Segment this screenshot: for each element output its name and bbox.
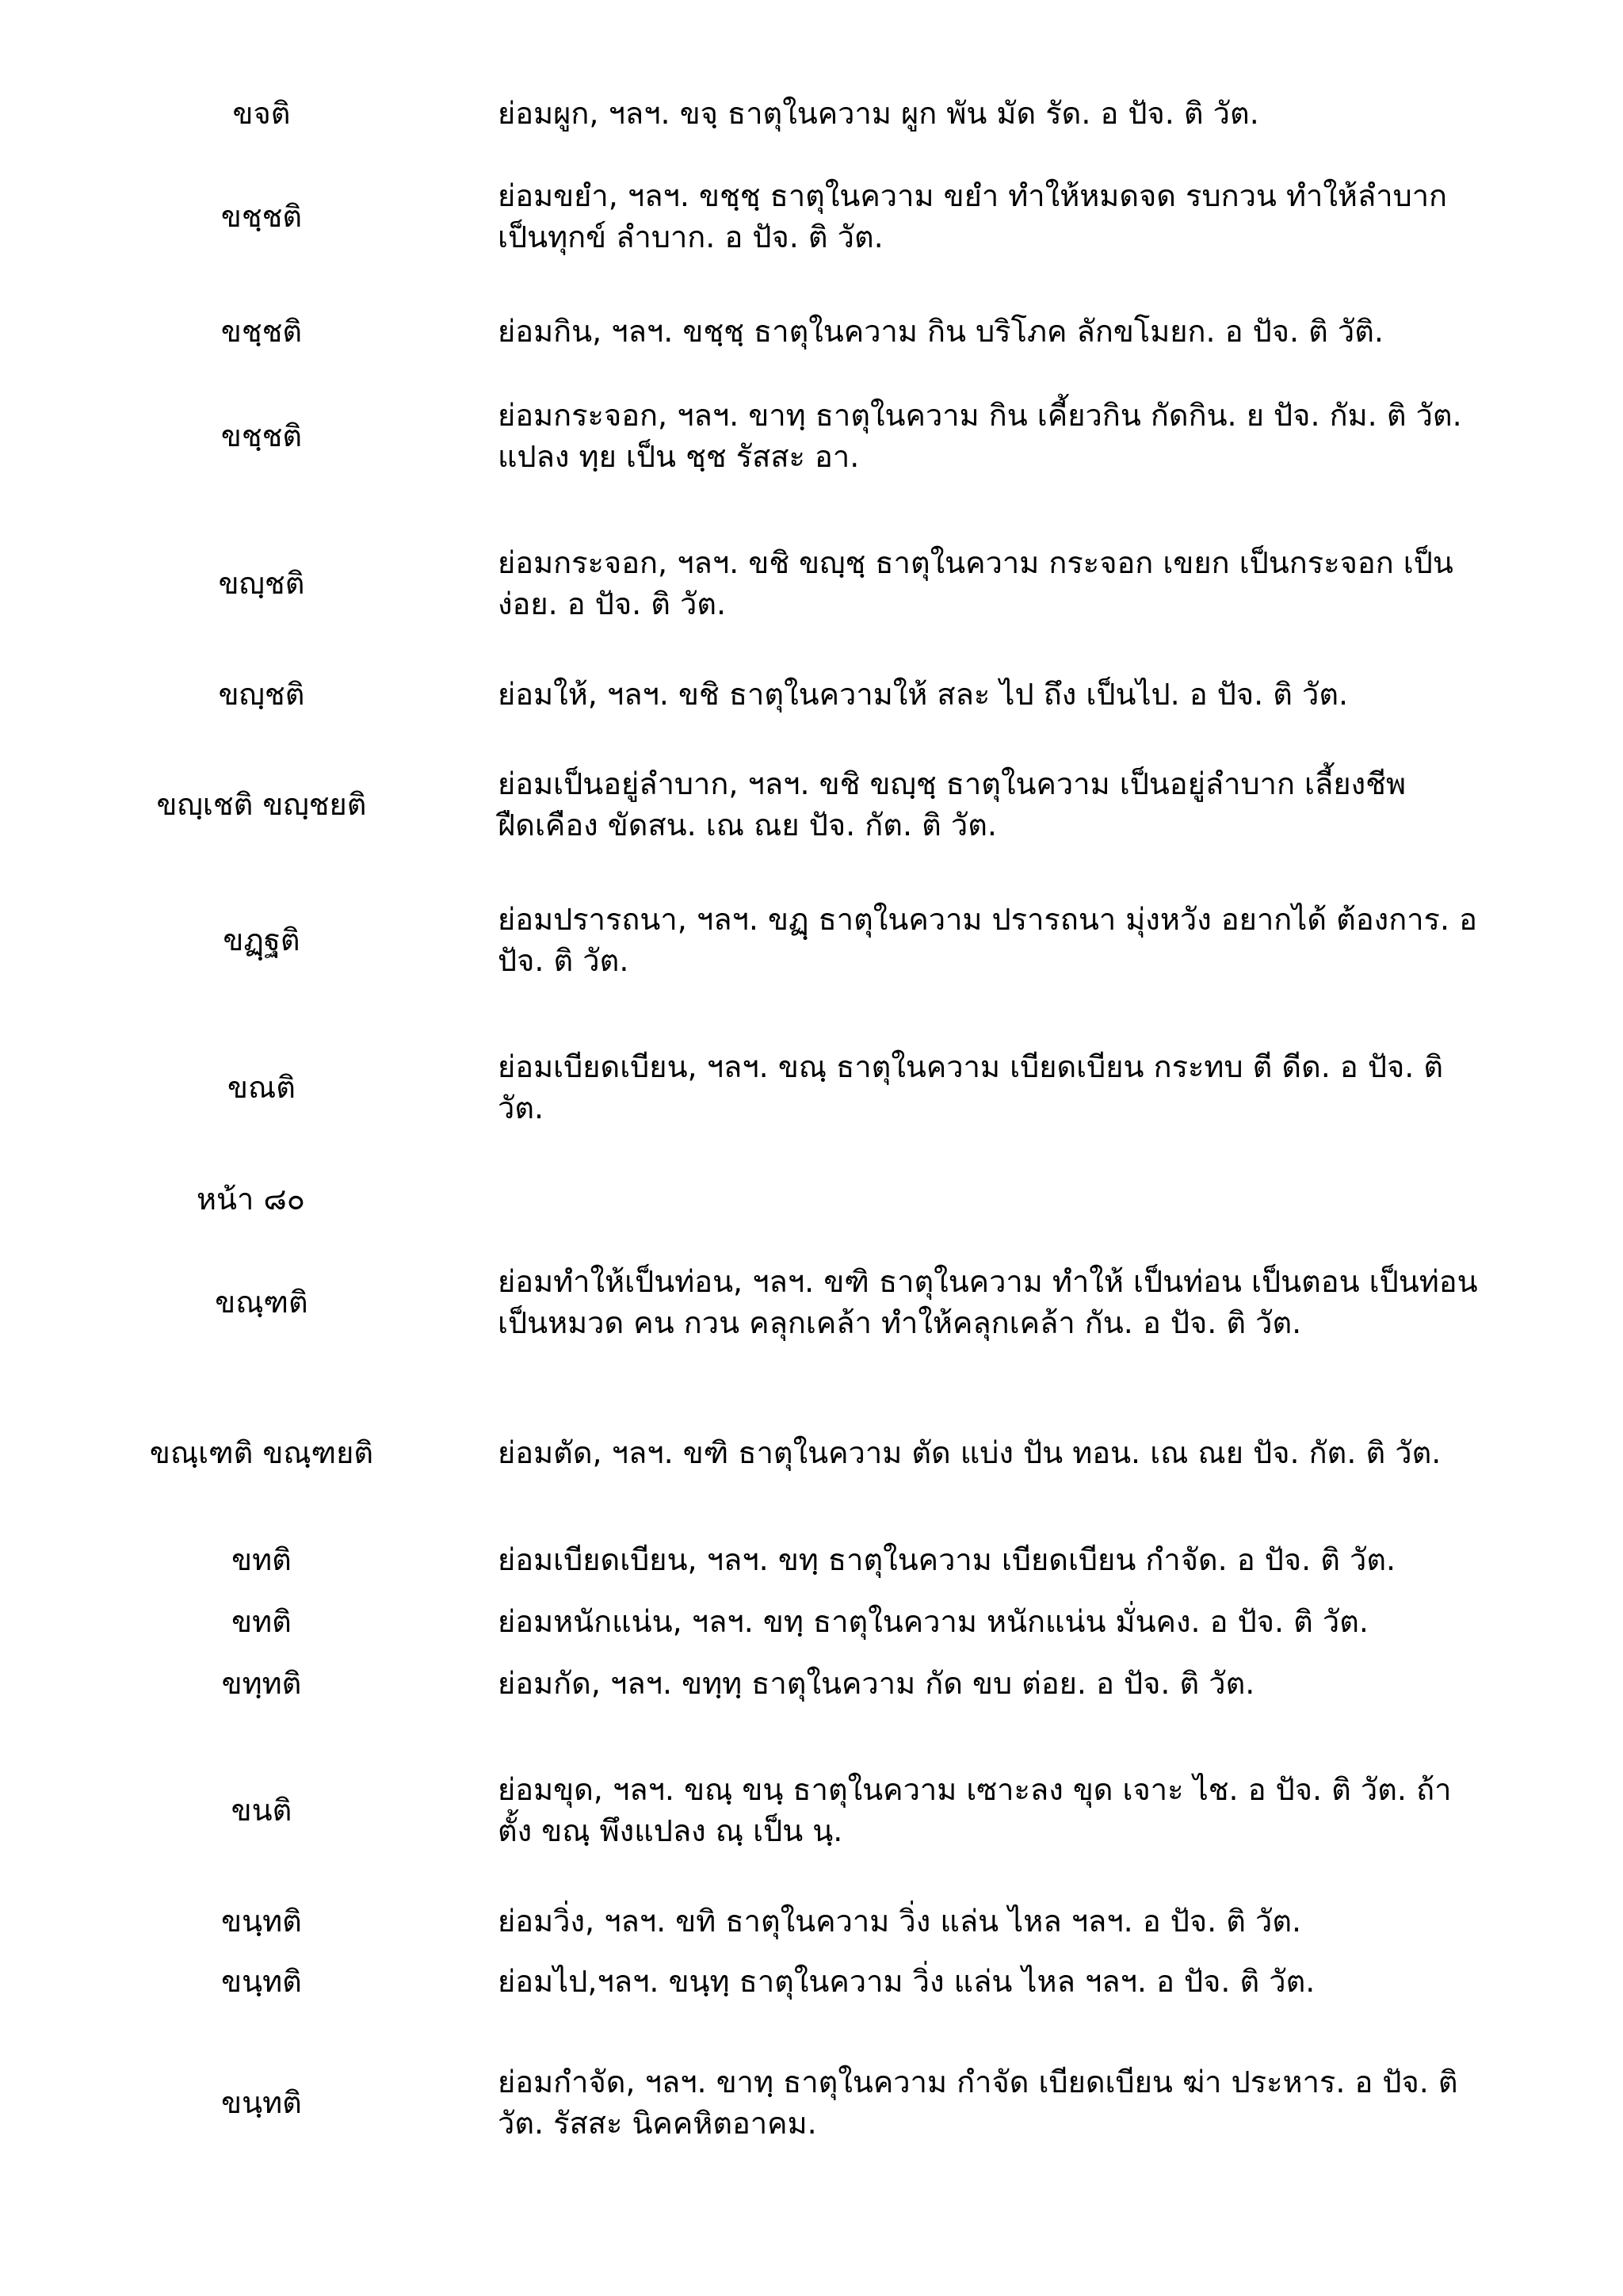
- entry-definition: [498, 1601, 1568, 1642]
- definition-line: แปลง ทฺย เป็น ชฺช รัสสะ อา.: [498, 439, 860, 474]
- entry-definition: [498, 311, 1568, 352]
- entry-term: ขทฺทติ: [221, 1666, 302, 1701]
- definition-line: เป็นทุกข์ ลำบาก. อ ปัจ. ติ วัต.: [498, 220, 884, 254]
- entry-term: ขญฺชติ: [218, 677, 305, 712]
- entry-term: ขญฺชติ: [218, 566, 305, 601]
- entry-definition: [498, 674, 1568, 715]
- entry-definition: [498, 93, 1568, 134]
- definition-line: ย่อมหนักแน่น, ฯลฯ. ขทฺ ธาตุในความ หนักแน่น มั่นคง. อ ปัจ. ติ วัต.: [498, 1604, 1369, 1639]
- entry-definition: [498, 899, 1568, 981]
- entry-term: ขณติ: [227, 1070, 296, 1105]
- entry-term: ขฏฺฐติ: [223, 923, 300, 957]
- definition-line: ย่อมผูก, ฯลฯ. ขจฺ ธาตุในความ ผูก พัน มัด รัด. อ ปัจ. ติ วัต.: [498, 96, 1259, 131]
- entry-term: ขชฺชติ: [220, 199, 303, 234]
- definition-line: ตั้ง ขณฺ พึงแปลง ณฺ เป็น นฺ.: [498, 1813, 843, 1848]
- entry-definition: [498, 1046, 1568, 1129]
- definition-line: ย่อมกระจอก, ฯลฯ. ขชิ ขญฺชฺ ธาตุในความ กระจอก เขยก เป็นกระจอก เป็น: [498, 545, 1453, 580]
- definition-line: ย่อมกัด, ฯลฯ. ขทฺทฺ ธาตุในความ กัด ขบ ต่อย. อ ปัจ. ติ วัต.: [498, 1666, 1255, 1701]
- definition-line: ย่อมขุด, ฯลฯ. ขณฺ ขนฺ ธาตุในความ เซาะลง ขุด เจาะ ไช. อ ปัจ. ติ วัต. ถ้า: [498, 1772, 1452, 1807]
- definition-line: ย่อมให้, ฯลฯ. ขชิ ธาตุในความให้ สละ ไป ถึง เป็นไป. อ ปัจ. ติ วัต.: [498, 677, 1349, 712]
- entry-definition: [498, 1769, 1568, 1851]
- definition-line: ย่อมขยำ, ฯลฯ. ขชฺชฺ ธาตุในความ ขยำ ทำให้หมดจด รบกวน ทำให้ลำบาก: [498, 178, 1448, 213]
- definition-line: เป็นหมวด คน กวน คลุกเคล้า ทำให้คลุกเคล้า กัน. อ ปัจ. ติ วัต.: [498, 1305, 1302, 1340]
- entry-term: ขณฺฑติ: [215, 1285, 308, 1320]
- entry-definition: [498, 1961, 1568, 2002]
- entry-term: ขชฺชติ: [220, 314, 303, 349]
- entry-term: ขชฺชติ: [220, 418, 303, 453]
- entry-definition: [498, 1432, 1568, 1473]
- entry-term: ขณฺเฑติ ขณฺฑยติ: [149, 1435, 374, 1470]
- definition-line: ย่อมปรารถนา, ฯลฯ. ขฏฺ ธาตุในความ ปรารถนา มุ่งหวัง อยากได้ ต้องการ. อ: [498, 902, 1477, 937]
- entry-term: ขญฺเชติ ขญฺชยติ: [156, 787, 367, 822]
- entry-definition: [498, 395, 1568, 477]
- entry-definition: [498, 175, 1568, 258]
- definition-line: ย่อมเบียดเบียน, ฯลฯ. ขณฺ ธาตุในความ เบียดเบียน กระทบ ตี ดีด. อ ปัจ. ติ: [498, 1049, 1444, 1084]
- definition-line: ฝืดเคือง ขัดสน. เณ ณย ปัจ. กัต. ติ วัต.: [498, 808, 997, 842]
- entry-term: ขนติ: [231, 1793, 292, 1828]
- entry-term: ขนฺทติ: [221, 1904, 302, 1939]
- definition-line: ย่อมไป,ฯลฯ. ขนฺทฺ ธาตุในความ วิ่ง แล่น ไหล ฯลฯ. อ ปัจ. ติ วัต.: [498, 1964, 1316, 1999]
- entry-term: ขนฺทติ: [221, 1964, 302, 1999]
- definition-line: วัต. รัสสะ นิคคหิตอาคม.: [498, 2106, 817, 2141]
- definition-line: ปัจ. ติ วัต.: [498, 943, 629, 978]
- entry-definition: [498, 542, 1568, 625]
- page-marker: หน้า ๘๐: [197, 1182, 305, 1217]
- definition-line: วัต.: [498, 1091, 544, 1125]
- definition-line: ย่อมวิ่ง, ฯลฯ. ขทิ ธาตุในความ วิ่ง แล่น ไหล ฯลฯ. อ ปัจ. ติ วัต.: [498, 1904, 1302, 1939]
- definition-line: ย่อมทำให้เป็นท่อน, ฯลฯ. ขฑิ ธาตุในความ ทำให้ เป็นท่อน เป็นตอน เป็นท่อน: [498, 1264, 1478, 1299]
- entry-definition: [498, 763, 1568, 846]
- entry-definition: [498, 2061, 1568, 2144]
- entry-term: ขจติ: [232, 96, 291, 131]
- definition-line: ย่อมกระจอก, ฯลฯ. ขาทฺ ธาตุในความ กิน เคี้ยวกิน กัดกิน. ย ปัจ. กัม. ติ วัต.: [498, 398, 1462, 433]
- entry-term: ขทติ: [231, 1604, 292, 1639]
- entry-term: ขทติ: [231, 1542, 292, 1577]
- definition-line: ย่อมเบียดเบียน, ฯลฯ. ขทฺ ธาตุในความ เบียดเบียน กำจัด. อ ปัจ. ติ วัต.: [498, 1542, 1396, 1577]
- entry-definition: [498, 1261, 1568, 1343]
- definition-line: ง่อย. อ ปัจ. ติ วัต.: [498, 586, 727, 621]
- entry-definition: [498, 1539, 1568, 1580]
- entry-term: ขนฺทติ: [221, 2085, 302, 2120]
- entry-definition: [498, 1901, 1568, 1942]
- definition-line: ย่อมกำจัด, ฯลฯ. ขาทฺ ธาตุในความ กำจัด เบียดเบียน ฆ่า ประหาร. อ ปัจ. ติ: [498, 2065, 1458, 2099]
- definition-line: ย่อมตัด, ฯลฯ. ขฑิ ธาตุในความ ตัด แบ่ง ปัน ทอน. เณ ณย ปัจ. กัต. ติ วัต.: [498, 1435, 1442, 1470]
- definition-line: ย่อมเป็นอยู่ลำบาก, ฯลฯ. ขชิ ขญฺชฺ ธาตุในความ เป็นอยู่ลำบาก เลี้ยงชีพ: [498, 766, 1406, 801]
- definition-line: ย่อมกิน, ฯลฯ. ขชฺชฺ ธาตุในความ กิน บริโภค ลักขโมยก. อ ปัจ. ติ วัติ.: [498, 314, 1384, 349]
- entry-definition: [498, 1663, 1568, 1704]
